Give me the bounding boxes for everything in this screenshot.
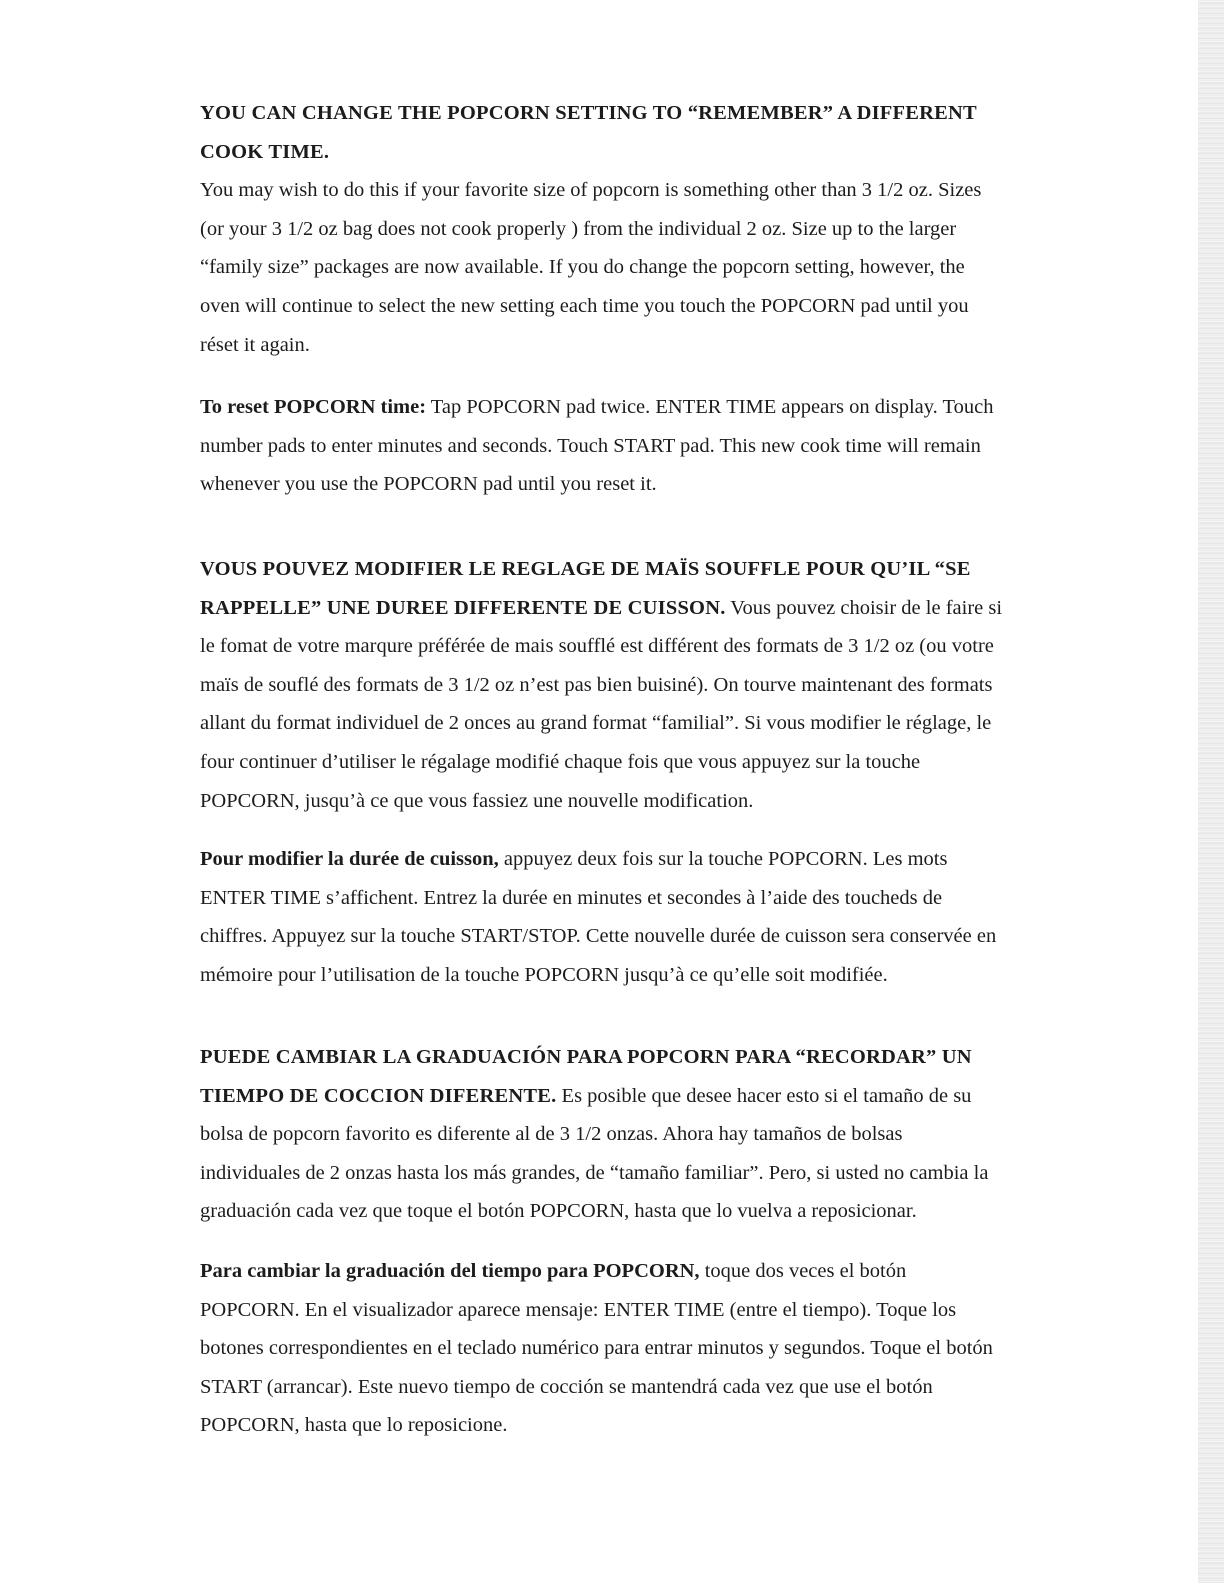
spanish-heading-line-2: TIEMPO DE COCCION DIFERENTE. xyxy=(200,1084,557,1107)
english-body-line: “family size” packages are now available. If you do change the popcorn setting, however, the xyxy=(200,256,965,279)
french-reset-line: chiffres. Appuyez sur la touche START/STOP. Cette nouvelle durée de cuisson sera conservée en xyxy=(200,925,997,948)
spanish-heading-line-2-row xyxy=(200,1077,1080,1116)
english-heading-line-1: YOU CAN CHANGE THE POPCORN SETTING TO “REMEMBER” A DIFFERENT xyxy=(200,102,977,124)
french-body-line: POPCORN, jusqu’à ce que vous fassiez une nouvelle modification. xyxy=(200,789,754,812)
spanish-reset-line xyxy=(200,1252,1080,1291)
spanish-reset-line: POPCORN. En el visualizador aparece mensaje: ENTER TIME (entre el tiempo). Toque los xyxy=(200,1298,957,1321)
french-body-line: le fomat de votre marqure préférée de mais soufflé est différent des formats de 3 1/2 oz (ou votre xyxy=(200,635,994,658)
french-heading-line-2: RAPPELLE” UNE DUREE DIFFERENTE DE CUISSON. xyxy=(200,596,726,619)
spanish-reset-instructions xyxy=(200,1252,1080,1445)
english-body-line: oven will continue to select the new setting each time you touch the POPCORN pad until you xyxy=(200,294,969,317)
english-reset-instructions xyxy=(200,388,1080,504)
spanish-reset-lead: Para cambiar la graduación del tiempo para POPCORN, xyxy=(200,1260,700,1282)
french-heading-tail: Vous pouvez choisir de le faire si xyxy=(725,596,1003,619)
french-reset-lead: Pour modifier la durée de cuisson, xyxy=(200,848,499,870)
english-reset-line xyxy=(200,388,1080,427)
spanish-body-line: graduación cada vez que toque el botón POPCORN, hasta que lo vuelva a reposicionar. xyxy=(200,1200,917,1223)
spanish-section xyxy=(200,1038,1080,1231)
french-section xyxy=(200,550,1080,820)
english-reset-text: Tap POPCORN pad twice. ENTER TIME appears on display. Touch xyxy=(426,396,994,418)
english-heading-line-2: COOK TIME. xyxy=(200,140,330,163)
spanish-reset-line: botones correspondientes en el teclado numérico para entrar minutos y segundos. Toque el botón xyxy=(200,1337,993,1360)
spanish-heading-line-1: PUEDE CAMBIAR LA GRADUACIÓN PARA POPCORN PARA “RECORDAR” UN xyxy=(200,1046,972,1068)
french-reset-instructions xyxy=(200,840,1080,994)
english-reset-line: number pads to enter minutes and seconds. Touch START pad. This new cook time will remain xyxy=(200,434,981,457)
scan-edge-artifact xyxy=(1198,0,1224,1583)
french-heading-line-2-row xyxy=(200,589,1080,628)
french-reset-text: appuyez deux fois sur la touche POPCORN. Les mots xyxy=(498,848,948,870)
spanish-reset-text: toque dos veces el botón xyxy=(699,1260,907,1282)
spanish-reset-line: START (arrancar). Este nuevo tiempo de cocción se mantendrá cada vez que use el botón xyxy=(200,1375,933,1398)
french-reset-line: mémoire pour l’utilisation de la touche POPCORN jusqu’à ce qu’elle soit modifiée. xyxy=(200,963,888,986)
english-reset-line: whenever you use the POPCORN pad until you reset it. xyxy=(200,473,657,496)
english-section xyxy=(200,94,1080,364)
french-body-line: allant du format individuel de 2 onces au grand format “familial”. Si vous modifier le réglage, le xyxy=(200,712,992,735)
english-reset-lead: To reset POPCORN time: xyxy=(200,396,427,418)
french-reset-line: ENTER TIME s’affichent. Entrez la durée en minutes et secondes à l’aide des toucheds de xyxy=(200,886,943,909)
spanish-body-line: individuales de 2 onzas hasta los más grandes, de “tamaño familiar”. Pero, si usted no cambia la xyxy=(200,1161,989,1184)
english-body-line: You may wish to do this if your favorite size of popcorn is something other than 3 1/2 oz. Sizes xyxy=(200,179,982,202)
english-body-line: réset it again. xyxy=(200,333,310,356)
french-body-line: maïs de souflé des formats de 3 1/2 oz n’est pas bien buisiné). On tourve maintenant des formats xyxy=(200,673,993,696)
spanish-reset-line: POPCORN, hasta que lo reposicione. xyxy=(200,1414,508,1437)
french-heading-line-1: VOUS POUVEZ MODIFIER LE REGLAGE DE MAÏS SOUFFLE POUR QU’IL “SE xyxy=(200,558,971,580)
spanish-heading-tail: Es posible que desee hacer esto si el tamaño de su xyxy=(556,1084,972,1107)
french-body-line: four continuer d’utiliser le régalage modifié chaque fois que vous appuyez sur la touche xyxy=(200,750,921,773)
english-body-line: (or your 3 1/2 oz bag does not cook properly ) from the individual 2 oz. Size up to the larger xyxy=(200,217,957,240)
spanish-body-line: bolsa de popcorn favorito es diferente al de 3 1/2 onzas. Ahora hay tamaños de bolsas xyxy=(200,1123,903,1146)
french-reset-line xyxy=(200,840,1080,879)
